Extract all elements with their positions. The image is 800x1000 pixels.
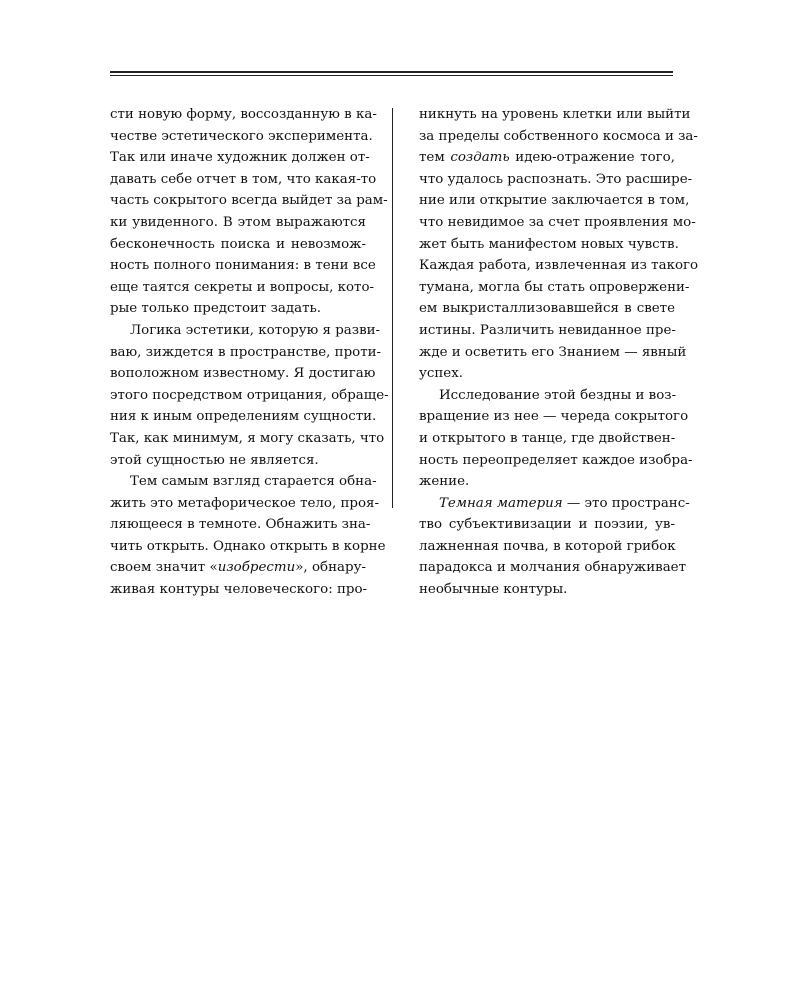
- text-line: истины. Различить невиданное пре-: [419, 322, 676, 338]
- text-line: этого посредством отрицания, обраще-: [110, 387, 389, 403]
- text-line: ваю, зиждется в пространстве, проти-: [110, 344, 382, 360]
- text-line: ния к иным определениям сущности.: [110, 409, 377, 425]
- text-line: Темная материя — это пространс-: [439, 495, 690, 511]
- text-line: своем значит «изобрести», обнару-: [110, 560, 366, 576]
- text-line: жет быть манифестом новых чувств.: [419, 236, 679, 252]
- text-line: что удалось распознать. Это расшире-: [419, 171, 693, 187]
- text-line: честве эстетического эксперимента.: [110, 128, 373, 144]
- text-line: Логика эстетики, которую я разви-: [130, 322, 381, 338]
- text-line: вращение из нее — череда сокрытого: [419, 409, 689, 425]
- text-line: рые только предстоит задать.: [110, 301, 322, 317]
- text-line: никнуть на уровень клетки или выйти: [419, 107, 691, 122]
- text-line: успех.: [419, 366, 464, 382]
- text-line: Исследование этой бездны и воз-: [439, 387, 677, 403]
- text-line: еще таятся секреты и вопросы, кото-: [110, 279, 375, 295]
- text-line: воположном известному. Я достигаю: [110, 366, 376, 382]
- text-line: за пределы собственного космоса и за-: [419, 128, 698, 144]
- text-line: парадокса и молчания обнаруживает: [419, 560, 687, 576]
- text-line: лажненная почва, в которой грибок: [419, 538, 676, 554]
- text-line: жде и осветить его Знанием — явный: [419, 344, 687, 360]
- text-line: сти новую форму, воссозданную в ка-: [110, 107, 377, 122]
- text-line: Тем самым взгляд старается обна-: [130, 474, 377, 490]
- italic-term: Темная материя: [439, 495, 563, 511]
- text-line: давать себе отчет в том, что какая-то: [110, 171, 377, 187]
- right-column: [419, 104, 699, 601]
- text-line: что невидимое за счет проявления мо-: [419, 214, 696, 230]
- text-line: необычные контуры.: [419, 582, 568, 598]
- text-line: ляющееся в темноте. Обнажить зна-: [110, 517, 371, 533]
- text-line: Каждая работа, извлеченная из такого: [419, 258, 699, 274]
- italic-term: создать: [450, 150, 510, 166]
- text-line: чить открыть. Однако открыть в корне: [110, 538, 386, 554]
- text-line: этой сущностью не является.: [110, 452, 319, 468]
- text-line: бесконечность поиска и невозмож-: [110, 236, 366, 252]
- left-column: [110, 104, 389, 601]
- column-divider: [392, 108, 393, 508]
- text-line: жение.: [419, 474, 470, 490]
- text-line: часть сокрытого всегда выйдет за рам-: [110, 193, 388, 209]
- text-line: жить это метафорическое тело, проя-: [110, 495, 380, 511]
- text-line: ем выкристаллизовавшейся в свете: [419, 301, 675, 317]
- text-line: ность переопределяет каждое изобра-: [419, 452, 693, 468]
- header-rule-bottom: [110, 75, 673, 76]
- text-line: Так, как минимум, я могу сказать, что: [110, 430, 385, 446]
- italic-term: изобрести: [217, 560, 296, 576]
- text-line: ность полного понимания: в тени все: [110, 258, 376, 274]
- text-line: Так или иначе художник должен от-: [110, 150, 370, 166]
- text-line: ние или открытие заключается в том,: [419, 193, 690, 209]
- text-line: тво субъективизации и поэзии, ув-: [419, 517, 675, 533]
- text-line: и открытого в танце, где двойствен-: [419, 430, 676, 446]
- text-line: тем создать идею-отражение того,: [419, 150, 675, 166]
- text-line: ки увиденного. В этом выражаются: [110, 214, 366, 230]
- text-line: живая контуры человеческого: про-: [110, 582, 368, 598]
- header-rule-top: [110, 71, 673, 73]
- text-line: тумана, могла бы стать опровержени-: [419, 279, 690, 295]
